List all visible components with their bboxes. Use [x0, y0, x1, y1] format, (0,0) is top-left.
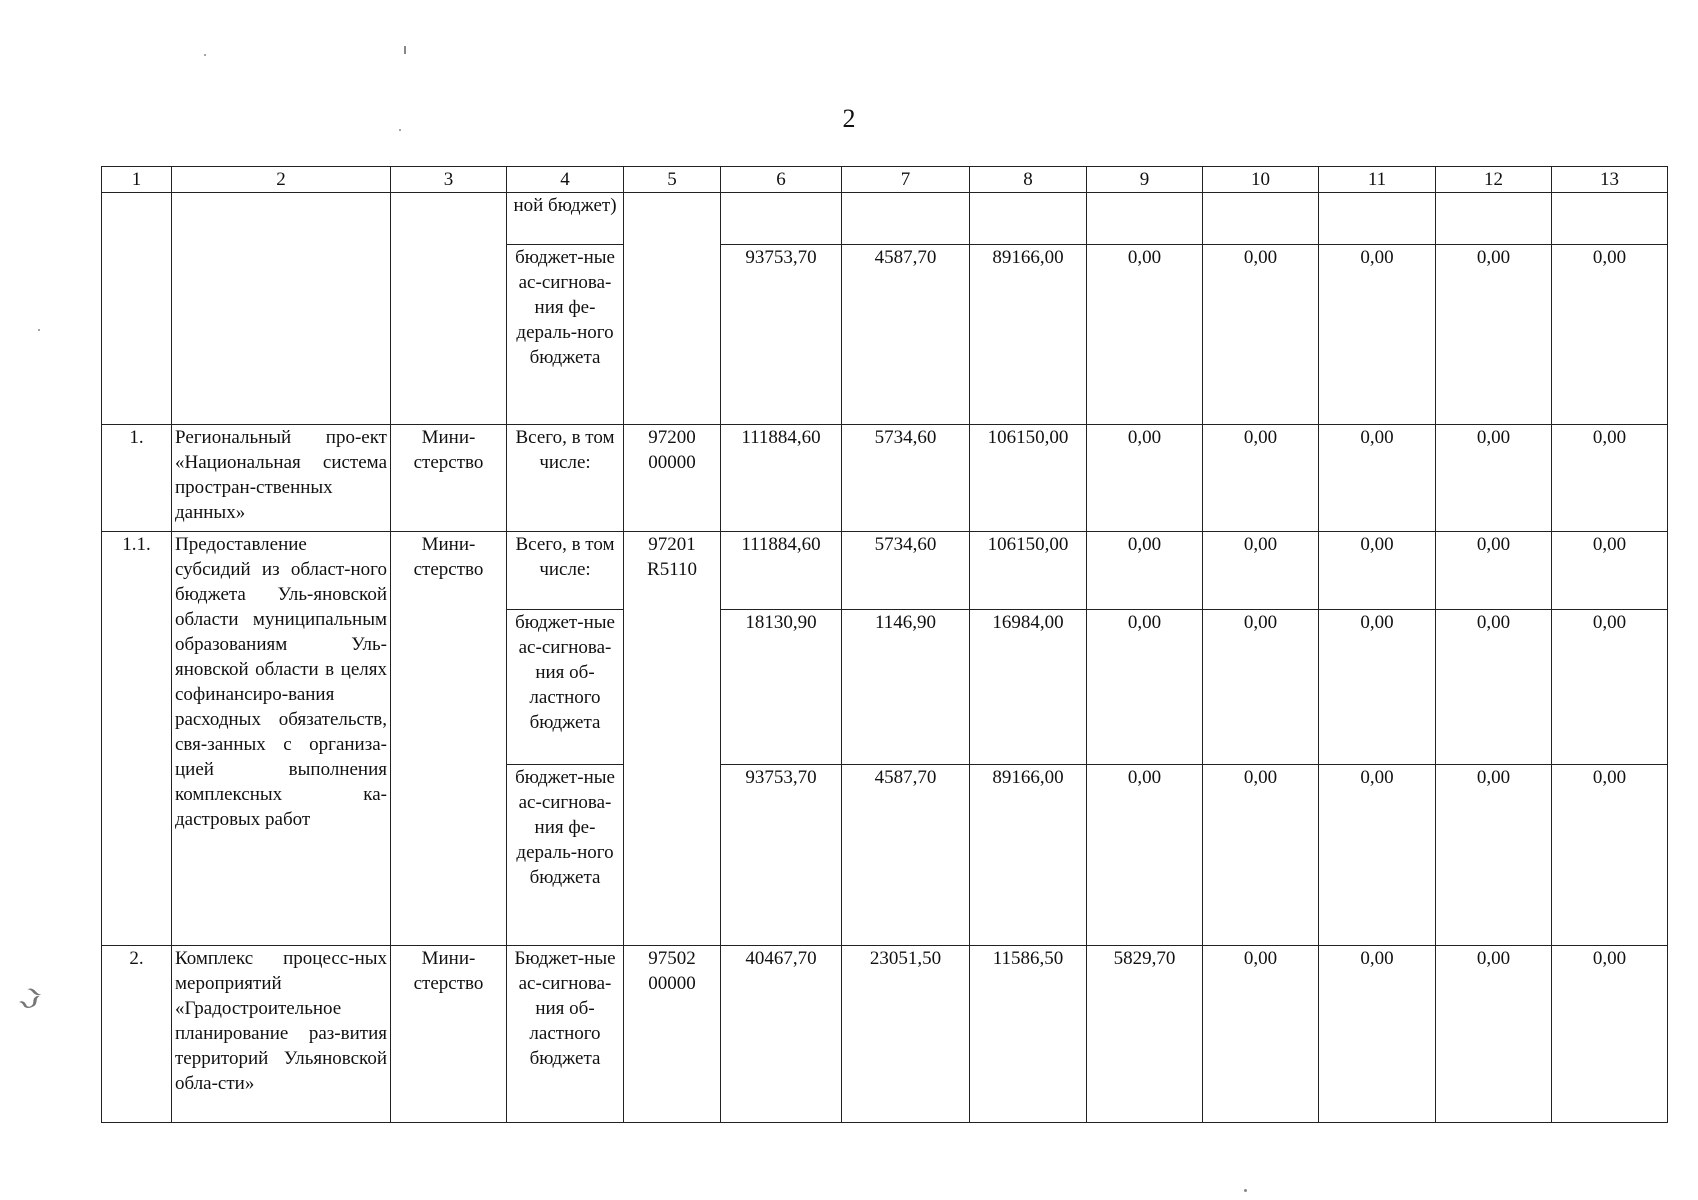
cell-name: Комплекс процесс-ных мероприятий «Градостроительное планирование раз-вития территорий Ульяновской обла-сти» — [172, 946, 391, 1123]
cell-value: 18130,90 — [721, 610, 842, 765]
header-cell: 4 — [507, 167, 624, 193]
cell-value: 106150,00 — [970, 532, 1087, 610]
budget-table — [101, 166, 1668, 1123]
cell-value: 0,00 — [1436, 765, 1552, 946]
cell-value: 0,00 — [1552, 946, 1668, 1123]
header-cell: 12 — [1436, 167, 1552, 193]
cell-value: 0,00 — [1552, 610, 1668, 765]
cell-value: 111884,60 — [721, 425, 842, 532]
cell-source: ной бюджет) — [507, 193, 624, 245]
cell-value: 89166,00 — [970, 765, 1087, 946]
cell-value: 5829,70 — [1087, 946, 1203, 1123]
cell-source: бюджет-ные ас-сигнова-ния об-ластного бюджета — [507, 610, 624, 765]
page-number: 2 — [842, 104, 856, 133]
cell-value: 0,00 — [1436, 425, 1552, 532]
cell-value: 0,00 — [1319, 946, 1436, 1123]
cell-value: 4587,70 — [842, 245, 970, 425]
header-cell: 11 — [1319, 167, 1436, 193]
cell-value: 1146,90 — [842, 610, 970, 765]
cell-value: 93753,70 — [721, 245, 842, 425]
scan-dust — [404, 46, 406, 54]
cell-value: 5734,60 — [842, 425, 970, 532]
scan-dust — [38, 329, 40, 331]
header-cell: 8 — [970, 167, 1087, 193]
header-cell: 6 — [721, 167, 842, 193]
cell-executor — [391, 193, 507, 425]
cell-name: Предоставление субсидий из област-ного бюджета Уль-яновской области муниципальным образованиям Уль-яновской области в целях софинансиро-вания расходных обязательств, свя-занных с организа-цией выполнения комплексных ка-дастровых работ — [172, 532, 391, 946]
header-cell: 10 — [1203, 167, 1319, 193]
cell-value: 11586,50 — [970, 946, 1087, 1123]
table-row — [102, 425, 1668, 532]
cell-value: 0,00 — [1203, 245, 1319, 425]
cell-value — [721, 193, 842, 245]
cell-name — [172, 193, 391, 425]
cell-value: 0,00 — [1436, 245, 1552, 425]
cell-value — [970, 193, 1087, 245]
header-cell: 9 — [1087, 167, 1203, 193]
cell-code: 97201 R5110 — [624, 532, 721, 946]
cell-executor: Мини-стерство — [391, 946, 507, 1123]
cell-value: 0,00 — [1203, 532, 1319, 610]
cell-source: бюджет-ные ас-сигнова-ния фе-дераль-ного бюджета — [507, 245, 624, 425]
table-row — [102, 946, 1668, 1123]
cell-value: 0,00 — [1087, 245, 1203, 425]
header-cell: 7 — [842, 167, 970, 193]
cell-value: 0,00 — [1203, 946, 1319, 1123]
cell-value: 0,00 — [1552, 765, 1668, 946]
cell-value: 0,00 — [1087, 765, 1203, 946]
cell-value: 0,00 — [1319, 425, 1436, 532]
cell-value: 89166,00 — [970, 245, 1087, 425]
cell-name: Региональный про-ект «Национальная система простран-ственных данных» — [172, 425, 391, 532]
cell-value: 0,00 — [1319, 610, 1436, 765]
scan-dust — [204, 54, 206, 56]
cell-value: 0,00 — [1319, 245, 1436, 425]
header-cell: 3 — [391, 167, 507, 193]
cell-value: 0,00 — [1319, 532, 1436, 610]
cell-value: 0,00 — [1203, 765, 1319, 946]
cell-value: 40467,70 — [721, 946, 842, 1123]
cell-value: 0,00 — [1087, 532, 1203, 610]
cell-value — [842, 193, 970, 245]
cell-value: 0,00 — [1552, 245, 1668, 425]
cell-value: 0,00 — [1319, 765, 1436, 946]
cell-code: 97200 00000 — [624, 425, 721, 532]
cell-value: 0,00 — [1552, 425, 1668, 532]
cell-value: 0,00 — [1436, 532, 1552, 610]
cell-source: Бюджет-ные ас-сигнова-ния об-ластного бюджета — [507, 946, 624, 1123]
header-row — [102, 167, 1668, 193]
cell-value: 0,00 — [1087, 610, 1203, 765]
scan-smudge: ℑ — [14, 982, 45, 1017]
cell-source: бюджет-ные ас-сигнова-ния фе-дераль-ного бюджета — [507, 765, 624, 946]
cell-value — [1087, 193, 1203, 245]
cell-value: 5734,60 — [842, 532, 970, 610]
cell-value: 111884,60 — [721, 532, 842, 610]
cell-source: Всего, в том числе: — [507, 532, 624, 610]
cell-value: 0,00 — [1552, 532, 1668, 610]
cell-executor: Мини-стерство — [391, 532, 507, 946]
header-cell: 1 — [102, 167, 172, 193]
cell-value: 0,00 — [1087, 425, 1203, 532]
cell-code: 97502 00000 — [624, 946, 721, 1123]
header-cell: 2 — [172, 167, 391, 193]
cell-value: 23051,50 — [842, 946, 970, 1123]
cell-value — [1319, 193, 1436, 245]
cell-value — [1552, 193, 1668, 245]
cell-value: 16984,00 — [970, 610, 1087, 765]
cell-value — [1203, 193, 1319, 245]
cell-value: 0,00 — [1436, 610, 1552, 765]
cell-source: Всего, в том числе: — [507, 425, 624, 532]
cell-executor: Мини-стерство — [391, 425, 507, 532]
cell-value: 0,00 — [1203, 610, 1319, 765]
cell-value: 106150,00 — [970, 425, 1087, 532]
table-row — [102, 532, 1668, 610]
cell-number: 1. — [102, 425, 172, 532]
cell-value: 0,00 — [1203, 425, 1319, 532]
scan-dust — [1244, 1189, 1247, 1192]
cell-code — [624, 193, 721, 425]
cell-value: 93753,70 — [721, 765, 842, 946]
cell-number: 1.1. — [102, 532, 172, 946]
table-row — [102, 193, 1668, 245]
cell-value — [1436, 193, 1552, 245]
cell-value: 0,00 — [1436, 946, 1552, 1123]
cell-value: 4587,70 — [842, 765, 970, 946]
cell-number — [102, 193, 172, 425]
header-cell: 5 — [624, 167, 721, 193]
header-cell: 13 — [1552, 167, 1668, 193]
cell-number: 2. — [102, 946, 172, 1123]
